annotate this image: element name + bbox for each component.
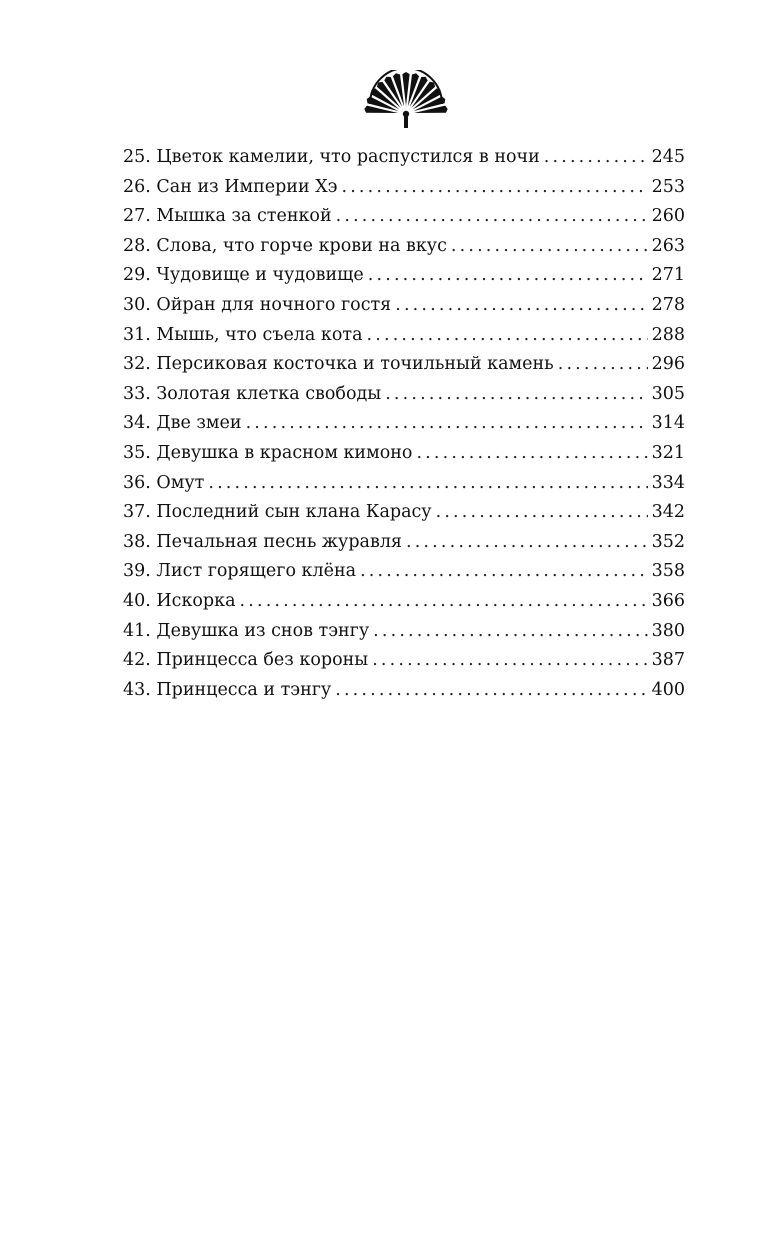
dot-leader [406, 528, 648, 558]
toc-entry[interactable] [123, 261, 685, 291]
toc-entry-page-number: 253 [651, 176, 685, 197]
toc-entry[interactable] [123, 439, 685, 469]
toc-entry-page-number: 296 [651, 354, 685, 375]
toc-entry-title: 41. Девушка из снов тэнгу [123, 620, 370, 641]
toc-entry-title: 26. Сан из Империи Хэ [123, 176, 338, 197]
toc-entry-title: 40. Искорка [123, 590, 236, 611]
toc-entry-page-number: 314 [651, 413, 685, 434]
fan-rib [402, 72, 409, 106]
dot-leader [416, 439, 647, 469]
toc-entry-page-number: 334 [651, 472, 685, 493]
toc-entry-page-number: 400 [651, 679, 685, 700]
toc-entry-title: 30. Ойран для ночного гостя [123, 294, 392, 315]
toc-entry-page-number: 271 [651, 265, 685, 286]
toc-entry-title: 43. Принцесса и тэнгу [123, 679, 332, 700]
dot-leader [558, 350, 648, 380]
toc-entry-title: 34. Две змеи [123, 413, 242, 434]
toc-entry-page-number: 380 [651, 620, 685, 641]
toc-entry[interactable] [123, 587, 685, 617]
toc-entry-page-number: 358 [651, 561, 685, 582]
toc-entry-title: 38. Печальная песнь журавля [123, 531, 402, 552]
dot-leader [451, 232, 648, 262]
toc-entry[interactable] [123, 380, 685, 410]
toc-entry-page-number: 260 [651, 206, 685, 227]
dot-leader [372, 646, 647, 676]
toc-entry[interactable] [123, 528, 685, 558]
toc-entry[interactable] [123, 646, 685, 676]
dot-leader [335, 676, 647, 706]
toc-entry-page-number: 342 [651, 502, 685, 523]
toc-entry[interactable] [123, 143, 685, 173]
toc-entry-title: 42. Принцесса без короны [123, 650, 369, 671]
toc-entry-title: 25. Цветок камелии, что распустился в ночи [123, 147, 540, 167]
toc-entry[interactable] [123, 409, 685, 439]
toc-entry-page-number: 352 [651, 531, 685, 552]
toc-entry-title: 28. Слова, что горче крови на вкус [123, 235, 447, 256]
folding-fan-icon [364, 70, 448, 132]
toc-entry[interactable] [123, 617, 685, 647]
toc-entry[interactable] [123, 498, 685, 528]
toc-entry-title: 37. Последний сын клана Карасу [123, 502, 432, 523]
toc-entry-page-number: 263 [651, 235, 685, 256]
toc-entry[interactable] [123, 321, 685, 351]
toc-entry-page-number: 288 [651, 324, 685, 345]
toc-entry-page-number: 305 [651, 383, 685, 404]
toc-entry[interactable] [123, 350, 685, 380]
dot-leader [368, 261, 648, 291]
dot-leader [341, 173, 647, 203]
dot-leader [246, 409, 648, 439]
dot-leader [360, 557, 648, 587]
dot-leader [367, 321, 648, 351]
toc-entry-title: 36. Омут [123, 472, 205, 493]
toc-entry-page-number: 366 [651, 590, 685, 611]
toc-entry-page-number: 387 [651, 650, 685, 671]
toc-entry-title: 27. Мышка за стенкой [123, 206, 332, 227]
toc-entry-title: 33. Золотая клетка свободы [123, 383, 382, 404]
dot-leader [385, 380, 647, 410]
toc-entry-title: 35. Девушка в красном кимоно [123, 442, 413, 463]
toc-entry-title: 32. Персиковая косточка и точильный камень [123, 354, 554, 375]
table-of-contents [123, 143, 685, 705]
toc-entry-page-number: 278 [651, 294, 685, 315]
dot-leader [208, 469, 647, 499]
dot-leader [544, 143, 648, 173]
toc-entry[interactable] [123, 232, 685, 262]
dot-leader [240, 587, 648, 617]
toc-entry[interactable] [123, 557, 685, 587]
toc-entry[interactable] [123, 469, 685, 499]
toc-entry-title: 39. Лист горящего клёна [123, 561, 357, 582]
dot-leader [336, 202, 648, 232]
toc-entry-page-number: 321 [651, 442, 685, 463]
toc-entry[interactable] [123, 676, 685, 706]
dot-leader [436, 498, 648, 528]
toc-entry-title: 29. Чудовище и чудовище [123, 265, 364, 286]
toc-entry[interactable] [123, 173, 685, 203]
toc-entry-page-number: 245 [651, 147, 685, 167]
dot-leader [395, 291, 647, 321]
toc-entry-title: 31. Мышь, что съела кота [123, 324, 363, 345]
toc-entry[interactable] [123, 202, 685, 232]
toc-entry[interactable] [123, 291, 685, 321]
dot-leader [373, 617, 647, 647]
fan-ornament-svg [364, 70, 448, 132]
